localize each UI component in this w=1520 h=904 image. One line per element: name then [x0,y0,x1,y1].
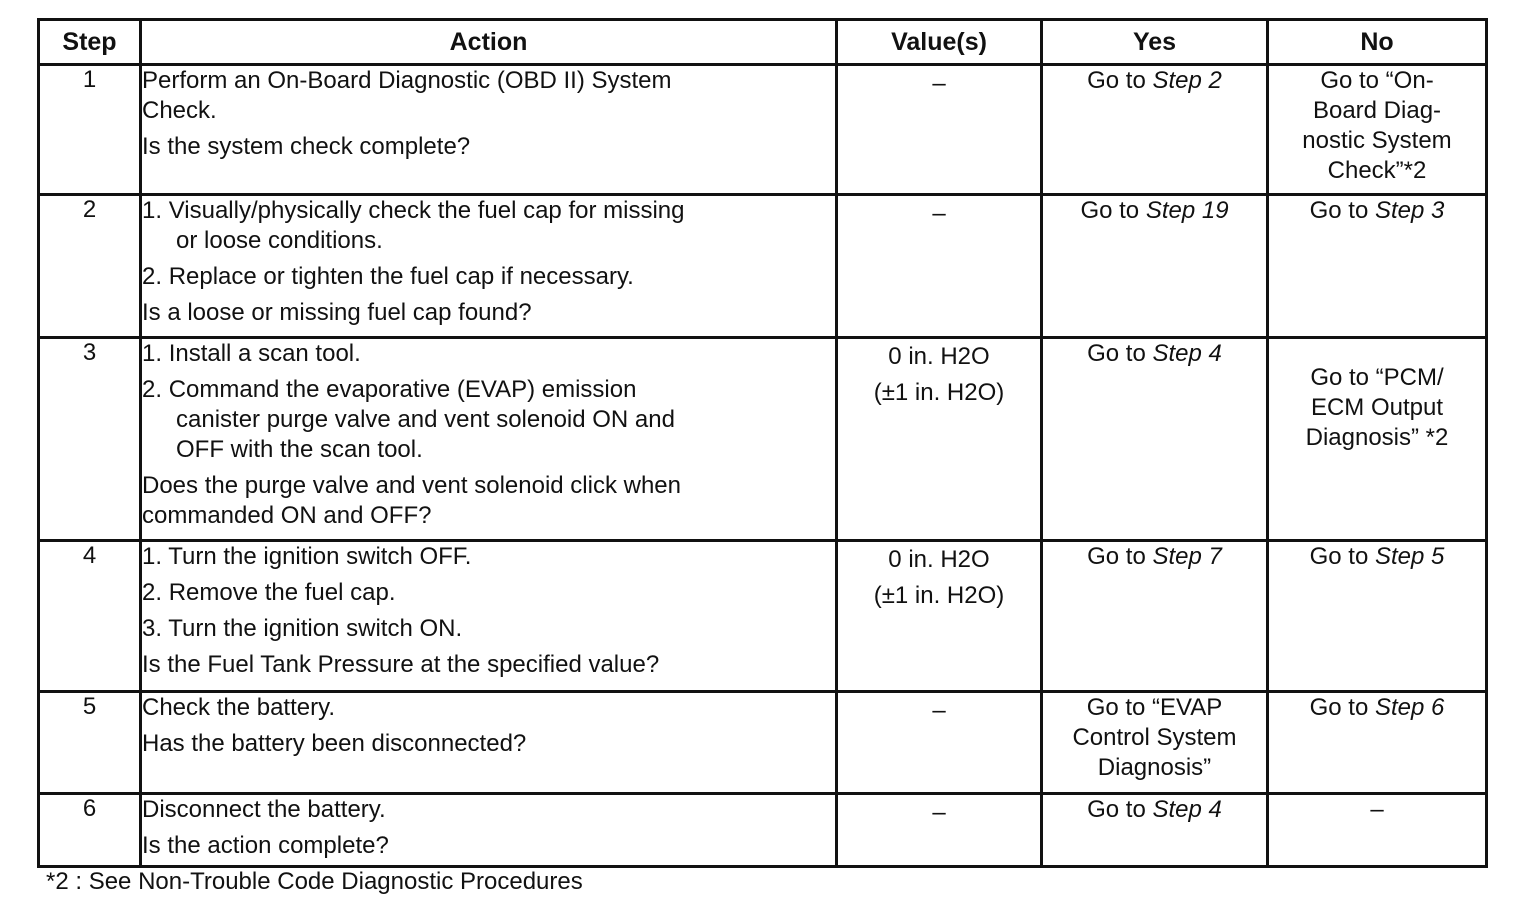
table-row [39,65,1487,195]
table-row [39,541,1487,692]
yes-prefix: Go to [1087,543,1153,570]
question-text: commanded ON and OFF? [142,502,432,529]
value-text: – [932,697,946,724]
no-text: – [1370,796,1384,823]
no-cell [1268,794,1487,867]
action-cell [141,692,837,794]
action-text: Check the battery. [142,694,335,721]
yes-text[interactable]: Go to “EVAP [1086,694,1223,721]
yes-prefix: Go to [1087,67,1153,94]
no-cell [1268,692,1487,794]
table-row [39,794,1487,867]
value-cell [837,65,1042,195]
yes-text[interactable]: Diagnosis” [1097,754,1212,781]
item-number: 1. [142,340,163,367]
yes-cell [1042,541,1268,692]
yes-prefix: Go to [1087,796,1153,823]
value-text: – [932,200,946,227]
action-text: Perform an On-Board Diagnostic (OBD II) System [142,67,672,94]
action-text: Remove the fuel cap. [168,579,396,606]
item-number: 2. [142,263,163,290]
yes-step-link[interactable]: Step 2 [1152,67,1222,94]
step-number: 5 [39,692,141,794]
action-text: Replace or tighten the fuel cap if necessary. [168,263,634,290]
action-cell [141,65,837,195]
yes-prefix: Go to [1087,340,1153,367]
no-text[interactable]: Check”*2 [1327,157,1427,184]
step-number: 4 [39,541,141,692]
value-cell [837,794,1042,867]
action-text: or loose conditions. [176,227,383,254]
no-prefix: Go to [1309,197,1375,224]
no-step-link[interactable]: Step 5 [1374,543,1445,570]
yes-cell [1042,65,1268,195]
header-values: Value(s) [837,20,1042,65]
step-number: 2 [39,195,141,338]
no-text[interactable]: Go to “PCM/ [1310,364,1444,391]
no-cell [1268,541,1487,692]
no-step-link[interactable]: Step 6 [1374,694,1445,721]
header-no: No [1268,20,1487,65]
yes-cell [1042,692,1268,794]
action-text: canister purge valve and vent solenoid ON and [176,406,675,433]
no-cell [1268,65,1487,195]
footnote: *2 : See Non-Trouble Code Diagnostic Procedures [46,868,583,895]
header-action: Action [141,20,837,65]
yes-step-link[interactable]: Step 19 [1145,197,1229,224]
action-text: Check. [142,97,217,124]
header-yes: Yes [1042,20,1268,65]
header-row [39,20,1487,65]
yes-cell [1042,794,1268,867]
table-row [39,692,1487,794]
question-text: Is the action complete? [142,832,389,859]
yes-cell [1042,195,1268,338]
value-text: – [932,70,946,97]
action-cell [141,541,837,692]
question-text: Is the Fuel Tank Pressure at the specified value? [142,651,660,678]
step-number: 6 [39,794,141,867]
item-number: 2. [142,579,163,606]
question-text: Is the system check complete? [142,133,471,160]
action-text: Visually/physically check the fuel cap for missing [168,197,685,224]
table-row [39,195,1487,338]
item-number: 1. [142,543,163,570]
yes-text[interactable]: Control System [1072,724,1237,751]
no-text[interactable]: ECM Output [1310,394,1444,421]
action-cell [141,195,837,338]
action-text: Turn the ignition switch OFF. [168,543,472,570]
header-step: Step [39,20,141,65]
no-step-link[interactable]: Step 3 [1374,197,1445,224]
yes-step-link[interactable]: Step 7 [1152,543,1222,570]
yes-step-link[interactable]: Step 4 [1152,796,1222,823]
action-text: OFF with the scan tool. [176,436,423,463]
no-prefix: Go to [1309,543,1375,570]
no-prefix: Go to [1309,694,1375,721]
table-row [39,338,1487,541]
yes-step-link[interactable]: Step 4 [1152,340,1222,367]
value-cell [837,195,1042,338]
value-text: 0 in. H2O [888,343,990,370]
no-cell [1268,338,1487,541]
step-number: 3 [39,338,141,541]
value-text: – [932,799,946,826]
diagnostic-table [37,18,1488,868]
value-cell [837,338,1042,541]
question-text: Does the purge valve and vent solenoid click when [142,472,681,499]
no-text[interactable]: Board Diag- [1312,97,1442,124]
value-tolerance: (±1 in. H2O) [873,379,1005,406]
action-cell [141,794,837,867]
action-text: Turn the ignition switch ON. [168,615,463,642]
item-number: 3. [142,615,163,642]
no-text[interactable]: Diagnosis” *2 [1305,424,1449,451]
question-text: Is a loose or missing fuel cap found? [142,299,532,326]
step-number: 1 [39,65,141,195]
value-cell [837,541,1042,692]
action-cell [141,338,837,541]
action-text: Install a scan tool. [168,340,361,367]
value-tolerance: (±1 in. H2O) [873,582,1005,609]
action-text: Command the evaporative (EVAP) emission [168,376,637,403]
value-cell [837,692,1042,794]
no-text[interactable]: Go to “On- [1320,67,1434,94]
yes-prefix: Go to [1080,197,1146,224]
no-cell [1268,195,1487,338]
question-text: Has the battery been disconnected? [142,730,527,757]
value-text: 0 in. H2O [888,546,990,573]
item-number: 2. [142,376,163,403]
yes-cell [1042,338,1268,541]
item-number: 1. [142,197,163,224]
action-text: Disconnect the battery. [142,796,386,823]
no-text[interactable]: nostic System [1302,127,1452,154]
